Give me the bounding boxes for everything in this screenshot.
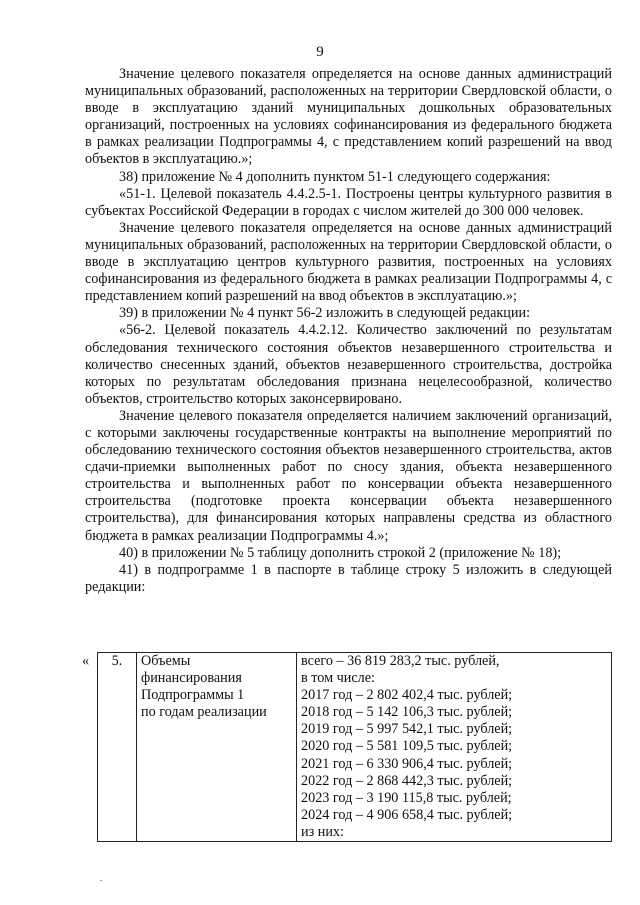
- paragraph: Значение целевого показателя определяется на основе данных администраций муниципальных образований, расположенных на территории Свердловской области, о вводе в эксплуатацию центров культурного развития, построенных на условиях софинансирования из федерального бюджета в рамках реализации Подпрограммы 4, с представлением копий разрешений на ввод объектов в эксплуатацию.»;: [85, 219, 612, 305]
- opening-quote: «: [82, 653, 90, 669]
- value-line: 2020 год – 5 581 109,5 тыс. рублей;: [301, 738, 513, 755]
- value-line: 2023 год – 3 190 115,8 тыс. рублей;: [301, 789, 512, 806]
- scan-mark: [100, 880, 102, 881]
- page-number: 9: [316, 44, 324, 60]
- row-name-line: по годам реализации: [141, 704, 267, 721]
- paragraph: 38) приложение № 4 дополнить пунктом 51-1 следующего содержания:: [119, 168, 551, 185]
- row-value-cell: [297, 653, 612, 842]
- value-line: 2017 год – 2 802 402,4 тыс. рублей;: [301, 687, 513, 704]
- paragraph: «56-2. Целевой показатель 4.4.2.12. Количество заключений по результатам обследования технического состояния объектов незавершенного строительства и количество снесенных зданий, объектов незавершенного строительства, достройка которых по результатам обследования признана нецелесообразной, количество объектов, строительство которых законсервировано.: [85, 322, 612, 407]
- paragraph: Значение целевого показателя определяется наличием заключений организаций, с которыми заключены государственные контракты на выполнение мероприятий по обследованию технического состояния объектов незавершенного строительства, актов сдачи-приемки выполненных работ по сносу здания, объекта незавершенного строительства и выполненных работ по консервации объекта незавершенного строительства (подготовке проекта консервации объекта незавершенного строительства), для финансирования которых направлены средства из областного бюджета в рамках реализации Подпрограммы 4.»;: [85, 407, 612, 544]
- paragraph: 41) в подпрограмме 1 в паспорте в таблице строку 5 изложить в следующей редакции:: [85, 561, 612, 595]
- row-number-cell: 5.: [98, 653, 137, 842]
- paragraph: Значение целевого показателя определяется на основе данных администраций муниципальных образований, расположенных на территории Свердловской области, о вводе в эксплуатацию зданий муниципальных дошкольных образовательных организаций, построенных на условиях софинансирования из федерального бюджета в рамках реализации Подпрограммы 4, с представлением копий разрешений на ввод объектов в эксплуатацию.»;: [85, 66, 612, 168]
- row-name-line: Объемы: [141, 653, 191, 669]
- row-name-line: финансирования: [141, 670, 242, 687]
- paragraph: 39) в приложении № 4 пункт 56-2 изложить в следующей редакции:: [119, 305, 531, 322]
- row-name-line: Подпрограммы 1: [141, 687, 245, 704]
- value-line: в том числе:: [301, 670, 375, 687]
- body-text: [85, 66, 612, 596]
- value-line: 2024 год – 4 906 658,4 тыс. рублей;: [301, 806, 513, 823]
- value-line: 2018 год – 5 142 106,3 тыс. рублей;: [301, 704, 513, 721]
- value-line: 2022 год – 2 868 442,3 тыс. рублей;: [301, 772, 513, 789]
- value-line: 2019 год – 5 997 542,1 тыс. рублей;: [301, 721, 513, 738]
- row-name-cell: [137, 653, 297, 842]
- value-line: всего – 36 819 283,2 тыс. рублей,: [301, 653, 500, 669]
- value-line: 2021 год – 6 330 906,4 тыс. рублей;: [301, 755, 513, 772]
- table-row: [98, 653, 612, 842]
- value-line: из них:: [301, 823, 344, 840]
- paragraph: «51-1. Целевой показатель 4.4.2.5-1. Построены центры культурного развития в субъектах Российской Федерации в городах с числом жителей до 300 000 человек.: [85, 185, 612, 219]
- financing-table: [97, 652, 612, 842]
- paragraph: 40) в приложении № 5 таблицу дополнить строкой 2 (приложение № 18);: [119, 544, 562, 561]
